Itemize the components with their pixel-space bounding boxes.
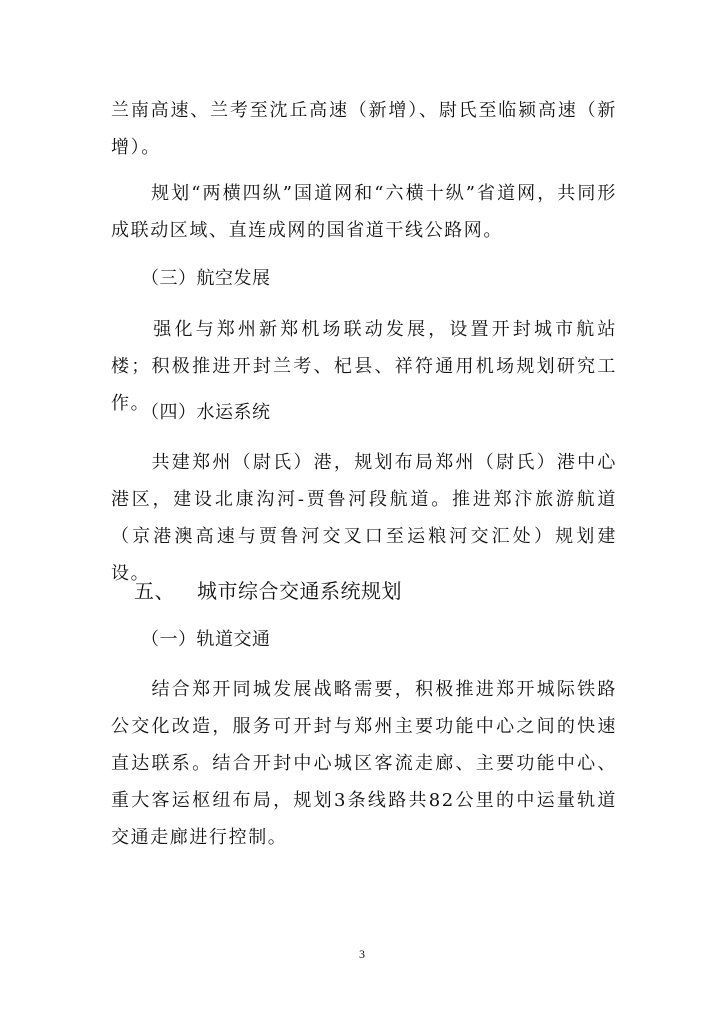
heading-rail-transit: （一）轨道交通 [141,629,271,650]
section-number: 五、 [134,579,175,603]
paragraph-road-network: 规划“两横四纵”国道网和“六横十纵”省道网，共同形成联动区域、直连成网的国省道干线公路网。 [111,183,617,241]
section-heading-5 [134,576,402,606]
heading-aviation: （三）航空发展 [141,268,271,289]
page-number: 3 [359,947,365,961]
paragraph-aviation: 强化与郑州新郑机场联动发展，设置开封城市航站楼；积极推进开封兰考、杞县、祥符通用机场规划研究工作。 [111,319,617,414]
heading-water-transport: （四）水运系统 [141,402,271,423]
paragraph-rail-transit: 结合郑开同城发展战略需要，积极推进郑开城际铁路公交化改造，服务可开封与郑州主要功能中心之间的快速直达联系。结合开封中心城区客流走廊、主要功能中心、重大客运枢纽布局，规划3条线路共82公里的中运量轨道交通走廊进行控制。 [111,679,617,848]
section-title: 城市综合交通系统规划 [197,579,402,603]
paragraph-highways: 兰南高速、兰考至沈丘高速（新增）、尉氏至临颍高速（新增）。 [111,100,617,158]
paragraph-water-transport: 共建郑州（尉氏）港，规划布局郑州（尉氏）港中心港区，建设北康沟河-贾鲁河段航道。推进郑汴旅游航道（京港澳高速与贾鲁河交叉口至运粮河交汇处）规划建设。 [111,452,617,584]
